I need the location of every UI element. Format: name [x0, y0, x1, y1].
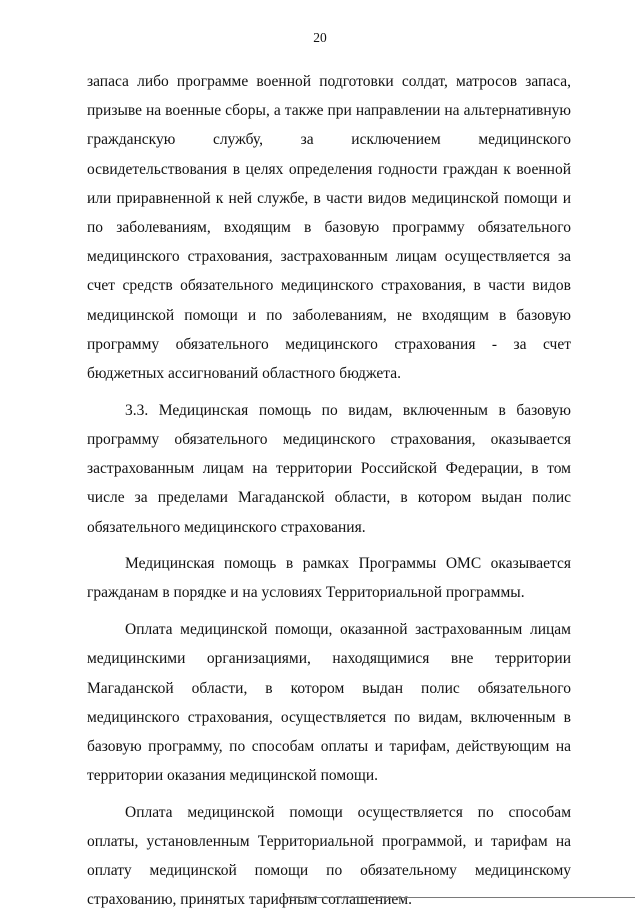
- paragraph-continuation: запаса либо программе военной подготовки солдат, матросов запаса, призыве на военные сборы, а также при направлении на альтернативную гражданскую службу, за исключением медицинского освидетельствования в целях определения годности граждан к военной или приравненной к ней службе, в части видов медицинской помощи и по заболеваниям, входящим в базовую программу обязательного медицинского страхования, застрахованным лицам осуществляется за счет средств обязательного медицинского страхования, в части видов медицинской помощи и по заболеваниям, не входящим в базовую программу обязательного медицинского страхования - за счет бюджетных ассигнований областного бюджета.: [87, 73, 571, 383]
- footer-divider: [283, 897, 635, 898]
- paragraph-3-3: 3.3. Медицинская помощь по видам, включенным в базовую программу обязательного медицинского страхования, оказывается застрахованным лицам на территории Российской Федерации, в том числе за пределами Магаданской области, в котором выдан полис обязательного медицинского страхования.: [87, 401, 571, 536]
- paragraph-oms-care: Медицинская помощь в рамках Программы ОМС оказывается гражданам в порядке и на условиях Территориальной программы.: [87, 555, 571, 602]
- paragraph-payment-outside-region: Оплата медицинской помощи, оказанной застрахованным лицам медицинскими организациями, находящимися вне территории Магаданской области, в котором выдан полис обязательного медицинского страхования, осуществляется по видам, включенным в базовую программу, по способам оплаты и тарифам, действующим на территории оказания медицинской помощи.: [87, 621, 571, 785]
- document-body: [87, 67, 571, 915]
- page-number: 20: [313, 30, 327, 45]
- paragraph-payment-methods: Оплата медицинской помощи осуществляется по способам оплаты, установленным Территориальной программой, и тарифам на оплату медицинской помощи по обязательному медицинскому страхованию, принятых тарифным соглашением.: [87, 803, 571, 909]
